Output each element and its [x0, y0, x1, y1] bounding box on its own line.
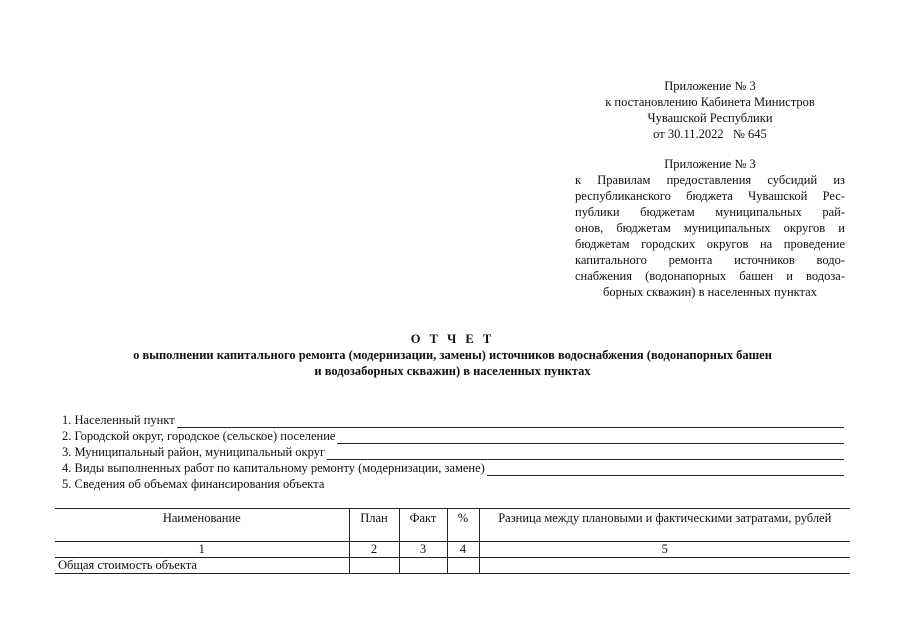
table-cell-difference[interactable] [479, 558, 850, 574]
table-row [55, 558, 850, 574]
column-header-plan: План [349, 509, 399, 542]
table-cell-name: Общая стоимость объекта [55, 558, 349, 574]
table-header-row [55, 509, 850, 542]
report-fields [62, 412, 844, 492]
column-number: 3 [399, 542, 447, 558]
field-label: 1. Населенный пункт [62, 413, 175, 427]
appendix-line: к постановлению Кабинета Министров [605, 95, 815, 109]
column-number: 4 [447, 542, 479, 558]
column-number: 1 [55, 542, 349, 558]
fill-in-line[interactable] [337, 431, 844, 444]
fill-in-line[interactable] [487, 463, 844, 476]
fill-in-line[interactable] [177, 415, 844, 428]
report-title: О Т Ч Е Т [410, 332, 495, 346]
appendix-line: от 30.11.2022 № 645 [653, 127, 767, 141]
table-cell-plan[interactable] [349, 558, 399, 574]
table-cell-percent[interactable] [447, 558, 479, 574]
field-label: 5. Сведения об объемах финансирования объекта [62, 477, 325, 491]
field-label: 2. Городской округ, городское (сельское) поселение [62, 429, 336, 443]
report-subtitle-line: и водозаборных скважин) в населенных пунктах [314, 364, 591, 378]
field-work-types [62, 460, 844, 476]
appendix-rules-line: республиканского бюджета Чувашской Рес- [575, 189, 845, 203]
column-number-row [55, 542, 850, 558]
appendix-rules-line: онов, бюджетам муниципальных округов и [575, 221, 845, 235]
field-label: 4. Виды выполненных работ по капитальному ремонту (модернизации, замене) [62, 461, 485, 475]
field-label: 3. Муниципальный район, муниципальный округ [62, 445, 326, 459]
field-municipality [62, 444, 844, 460]
appendix-rules-line: к Правилам предоставления субсидий из [575, 173, 845, 187]
appendix-rules-body [575, 172, 845, 300]
appendix-rules-line: снабжения (водонапорных башен и водоза- [575, 269, 845, 283]
appendix-rules-line: бюджетам городских округов на проведение [575, 237, 845, 251]
fill-in-line[interactable] [327, 447, 844, 460]
appendix-rules-line: борных скважин) в населенных пунктах [603, 285, 817, 299]
appendix-line: Приложение № 3 [664, 79, 756, 93]
column-header-fact: Факт [399, 509, 447, 542]
appendix-line: Чувашской Республики [647, 111, 773, 125]
report-subtitle [0, 347, 905, 379]
column-number: 5 [479, 542, 850, 558]
column-header-name: Наименование [55, 509, 349, 542]
report-subtitle-line: о выполнении капитального ремонта (модернизации, замены) источников водоснабжения (водонапорных башен [133, 348, 772, 362]
appendix-rules-title: Приложение № 3 [664, 157, 756, 171]
field-district [62, 428, 844, 444]
field-financing [62, 476, 844, 492]
column-number: 2 [349, 542, 399, 558]
appendix-rules-line: капитального ремонта источников водо- [575, 253, 845, 267]
appendix-header-resolution [560, 78, 860, 142]
financing-table [55, 508, 850, 574]
column-header-difference: Разница между плановыми и фактическими затратами, рублей [479, 509, 850, 542]
column-header-percent: % [447, 509, 479, 542]
field-settlement [62, 412, 844, 428]
appendix-rules-line: публики бюджетам муниципальных рай- [575, 205, 845, 219]
table-cell-fact[interactable] [399, 558, 447, 574]
